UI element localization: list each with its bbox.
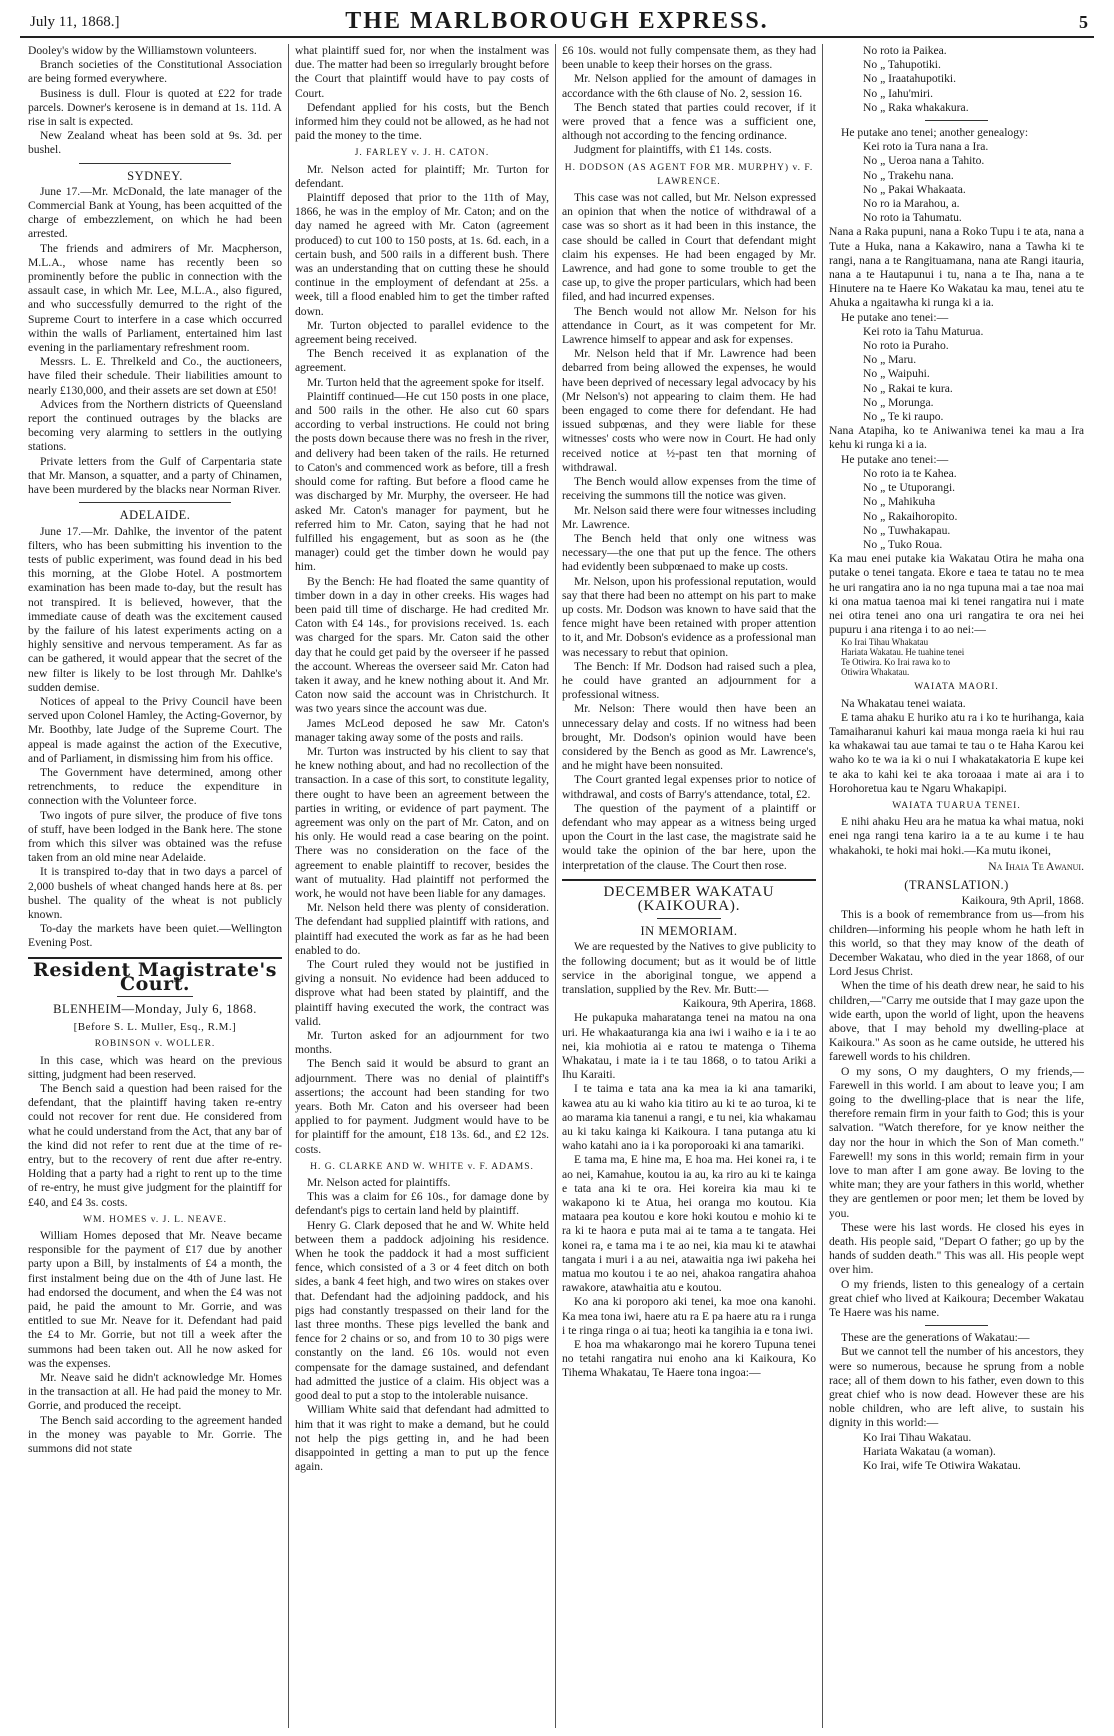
dateline: Kaikoura, 9th April, 1868.: [961, 894, 1084, 908]
masthead: [20, 8, 1094, 38]
divider: [925, 120, 989, 121]
genealogy-line: No „ Tahupotiki.: [863, 58, 941, 72]
paragraph: The Bench said it would be absurd to grant an adjournment. There was no denial of plaintiff's assertions; the account had been standing for two years. Both Mr. Caton and his overseer had been applied to for payment. Judgment would have to be for plaintiff for the amount, £18 13s. 6d., and £2 12s. costs.: [295, 1057, 549, 1156]
name-note: Otiwira Whakatau.: [841, 667, 910, 678]
paragraph: The Bench said a question had been raised for the defendant, that the plaintiff having taken re-entry could not recover for rent due. He considered from what he could understand from the Act, that any bar of the kind did not refer to rent due at the time of re-entry, but to the recovery of rent due after re-entry. Holding that a party had a right to rent up to the time of re-entry, he must give judgment for the plaintiff for £40, and £4 3s. costs.: [28, 1082, 282, 1209]
divider: [925, 1325, 989, 1326]
paragraph: June 17.—Mr. McDonald, the late manager of the Commercial Bank at Young, has been acquitted of the charge of embezzlement, on which he had been arrested.: [28, 184, 282, 241]
issue-date: July 11, 1868.]: [30, 14, 120, 30]
column-4: [823, 44, 1090, 1728]
paragraph: But we cannot tell the number of his ancestors, they were so numerous, because he sprung from a noble race; all of them down to his father, even down to this great chief who is now dead. However these are his noble children, who are left alive, to sustain his dignity in this world:—: [829, 1345, 1084, 1430]
divider: [117, 996, 193, 997]
section-heading-sydney: SYDNEY.: [127, 168, 183, 183]
newspaper-title: THE MARLBOROUGH EXPRESS.: [345, 8, 769, 34]
paragraph: He putake ano tenei:—: [841, 310, 949, 324]
memoriam-heading: DECEMBER WAKATAU (KAIKOURA).: [603, 883, 775, 914]
memoriam-subheading: IN MEMORIAM.: [640, 924, 738, 939]
genealogy-line: No „ Tuwhakapau.: [863, 523, 951, 537]
name-note: Hariata Wakatau. He tuahine tenei: [841, 647, 965, 658]
paragraph: Henry G. Clark deposed that he and W. White held between them a paddock adjoining his residence. When he took the paddock it had a most sufficient fence, which consisted of a 3 or 4 feet ditch on both sides, a bank 4 feet high, and two wires on stakes over that. Defendant had the adjoining paddock, and his pigs had constantly trespassed on their land for the last three months. These pigs levelled the bank and fence for 2 chains or so, and from 10 to 30 pigs were constantly on the land. £6 10s. would not even compensate for the damage sustained, and defendant had admitted the justice of a claim. His object was a good deal to put a stop to the intolerable nuisance.: [295, 1218, 549, 1403]
paragraph: Mr. Nelson: There would then have been an unnecessary delay and costs. If no witness had been brought, Mr. Dodson's opinion would have been considered by the Bench as good as Mr. Lawrence's, and he might have been nonsuited.: [562, 702, 816, 773]
paragraph: Nana Atapiha, ko te Aniwaniwa tenei ka mau a Ira kehu ki runga ki a ia.: [829, 424, 1084, 452]
paragraph: Mr. Nelson, upon his professional reputation, would say that there had been no attempt on his part to make up costs. Mr. Dodson was known to have said that the fence might have been retained with proper attention to it, and Mr. Dobson's evidence as a professional man was necessary to rebut that opinion.: [562, 574, 816, 659]
genealogy-line: No „ Morunga.: [863, 395, 934, 409]
genealogy-line: No „ Waipuhi.: [863, 367, 930, 381]
name-note: Te Otiwira. Ko Irai rawa ko to: [841, 657, 951, 668]
paragraph: I te taima e tata ana ka mea ia ki ana tamariki, kawea atu au ki waho kia titiro au ki te ao turoa, ki te ao marama kia tanenui a rangi, e tu nei, kia whakamau au ki taku kainga ki Kaikoura. I tana putanga atu ki waho katahi ano ia i ka poroporoaki ki ana tamariki.: [562, 1082, 816, 1153]
paragraph: This was a claim for £6 10s., for damage done by defendant's pigs to certain land held by plaintiff.: [295, 1190, 549, 1218]
genealogy-line: No „ Te ki raupo.: [863, 410, 944, 424]
divider: [657, 918, 721, 919]
paragraph: Nana a Raka pupuni, nana a Roko Tupu i te ata, nana a Tute a Huka, nana a Kakawiro, nana a Tawha ki te rangi, nana a te Rangituamana, nana ate Rangi itauria, nana a te Hautapunui i tu, nana a te Iha, nana a te Hinutere na te Haere Ko Wakatau ka mau, tenei atu te Ahuka a ngaitawha ki runga ki a ia.: [829, 225, 1084, 310]
paragraph: The friends and admirers of Mr. Macpherson, M.L.A., whose name has recently been so prominently before the public in connection with the assault case, in which Mr. Lee, M.L.A., also figured, and who successfully demurred to the right of the Supreme Court to interfere in a case which occurred within the walls of Parliament, entertained him last evening in the parliamentary refreshment room.: [28, 241, 282, 355]
paragraph: Ko ana ki poroporo aki tenei, ka moe ona kanohi. Ka mea tona iwi, haere atu ra E pa haere atu ra i runga i te ringa ringa o ai tua; heoti ka tangihia ia e tona iwi.: [562, 1295, 816, 1337]
paragraph: O my friends, listen to this genealogy of a certain great chief who lived at Kaikoura; December Wakatau Te Haere was his name.: [829, 1277, 1084, 1320]
page-number: 5: [1079, 12, 1088, 32]
column-1: [22, 44, 289, 1728]
dateline: Kaikoura, 9th Aperira, 1868.: [682, 997, 816, 1011]
paragraph: The Government have determined, among other retrenchments, to reduce the expenditure in connection with the Volunteer force.: [28, 765, 282, 808]
case-title: H. G. CLARKE AND W. WHITE v. F. ADAMS.: [310, 1161, 534, 1172]
paragraph: Plaintiff continued—He cut 150 posts in one place, and 500 rails in the other. He also cut 60 spars according to verbal instructions. He could not bring the posts down because there was no fresh in the river, and delivery had been taken of the rails. He returned to Caton's and commenced work as before, till a fresh should come for rafting. But before a flood came he was discharged by Mr. Murphy, the overseer. He had asked Mr. Caton's manager for payment, but he referred him to Mr. Caton, saying that he had not fulfilled his engagement, but as soon as he (the manager) could get the timber down he would pay him.: [295, 389, 549, 574]
case-title: WM. HOMES v. J. L. NEAVE.: [82, 1214, 227, 1225]
paragraph: Advices from the Northern districts of Queensland report the continued outrages by the blacks are becoming very alarming to settlers in the outlying stations.: [28, 397, 282, 454]
paragraph: Mr. Turton asked for an adjournment for two months.: [295, 1029, 549, 1057]
paragraph: Plaintiff deposed that prior to the 11th of May, 1866, he was in the employ of Mr. Caton; and on the day named he agreed with Mr. Caton (agreement produced) to cut 100 to 150 posts, at 1s. 6d. each, in a certain bush, and 500 rails in a different bush. There was an understanding that on cutting these he should continue in the employment of defendant at 25s. a week, till a flood enabled him to get the timber rafted down.: [295, 191, 549, 318]
paragraph: He putake ano tenei:—: [841, 452, 949, 466]
paragraph: Mr. Nelson acted for plaintiffs.: [307, 1176, 451, 1190]
divider: [562, 879, 816, 881]
name-line: Ko Irai, wife Te Otiwira Wakatau.: [863, 1459, 1021, 1473]
paragraph: It is transpired to-day that in two days a parcel of 2,000 bushels of wheat changed hands here at 8s. per bushel. The quality of the wheat is not publicly known.: [28, 865, 282, 921]
columns: [22, 44, 1092, 1728]
paragraph: E tama ma, E hine ma, E hoa ma. Hei konei ra, i te ao nei, Kamahue, koutou ia au, ka riro au ki te kainga e tata ana ki te ora. Hei koreira kia mau ki te wakapono ki te Atua, hei oranga mo koutou. Kia mataara pea koutou e kore hoki koutou e mohio ki te ra ki te haora e puta mai ai te tama a te tangata. Hei konei ra, e tama ma i te ao nei, kia mau ki te atawhai tangata i muri i a au nei, atawaitia nga iwi pakeha hei matua mo koutou i te ao nei, ahakoa rangatira ahahoa rawakore, atawhaitia atu e koutou.: [562, 1153, 816, 1295]
section-heading-adelaide: ADELAIDE.: [119, 508, 191, 523]
paragraph: William Homes deposed that Mr. Neave became responsible for the payment of £17 due by another party upon a Bill, by instalments of £4 a month, the first instalment being due on the 4th of June last. He had endorsed the document, and when the £4 was not paid, he paid the amount to Mr. Gorrie, and was entitled to sue Mr. Neave for it. Defendant had paid the £4 to Mr. Gorrie, but not till a week after the summons had been taken out. All he now asked for was the expenses.: [28, 1229, 282, 1370]
name-line: Hariata Wakatau (a woman).: [863, 1444, 996, 1458]
paragraph: The Bench received it as explanation of the agreement.: [295, 347, 549, 375]
paragraph: O my sons, O my daughters, O my friends,—Farewell in this world. I am about to leave you; I am going to the dwelling-place that is near the life, therefore remain firm in your faith to God; this is your salvation. "Watch therefore, for ye know neither the day nor the hour in which the Son of Man cometh." Farewell! my sons in this world; remain firm in your love to man after I am gone away. Be loving to the white man; they are your fathers in this world, whether they are gentlemen or poor men; let them be loved by you.: [829, 1064, 1084, 1220]
genealogy-line: No „ Rakai te kura.: [863, 381, 953, 395]
genealogy-line: No „ Ueroa nana a Tahito.: [863, 154, 985, 168]
paragraph: Branch societies of the Constitutional Association are being formed everywhere.: [28, 58, 282, 86]
court-heading: Resident Magistrate's Court.: [33, 958, 277, 995]
column-2: [289, 44, 556, 1728]
paragraph: The Court ruled they would not be justified in giving a nonsuit. No evidence had been adduced to disprove what had been stated by plaintiff, and the plaintiff having executed the work, the contract was valid.: [295, 958, 549, 1028]
paragraph: Notices of appeal to the Privy Council have been served upon Colonel Hamley, the Acting-Governor, by Mr. Boothby, late Judge of the Supreme Court. The appeal is made against the action of the Executive, and of Parliament, in dismissing him from his office.: [28, 694, 282, 765]
paragraph: Mr. Nelson held there was plenty of consideration. The defendant had supplied plaintiff with rations, and plaintiff had executed the work as far as he had been enabled to do.: [295, 901, 549, 957]
genealogy-line: No „ Raka whakakura.: [863, 100, 969, 114]
paragraph: New Zealand wheat has been sold at 9s. 3d. per bushel.: [28, 129, 282, 157]
paragraph: Mr. Turton held that the agreement spoke for itself.: [307, 375, 544, 389]
paragraph: E tama ahaku E huriko atu ra i ko te hurihanga, kaia Tamaiharanui kahuri kai maua monga raeia ki hui rau ka whakawai tau aue tamai te tau o te Haha Karou kei waho ko te wa ia ki o nui I whakatakatoria E kupe kei te aka to kahi kei te aka toroaaa i mate ai ara i to Horohoretua kau te Ngaru Whakapipi.: [829, 710, 1084, 795]
genealogy-line: No roto ia Paikea.: [863, 44, 947, 57]
waiata-heading: WAIATA MAORI.: [914, 682, 999, 693]
genealogy-line: No „ Pakai Whakaata.: [863, 182, 966, 196]
genealogy-line: No roto ia Tahumatu.: [863, 211, 962, 225]
paragraph: These were his last words. He closed his eyes in death. His people said, "Depart O father; go up by the hands of sudden death." This was all. His people wept over him.: [829, 1220, 1084, 1277]
paragraph: Mr. Turton objected to parallel evidence to the agreement being received.: [295, 318, 549, 347]
name-note: Ko Irai Tihau Whakatau: [841, 637, 929, 648]
paragraph: Judgment for plaintiffs, with £1 14s. costs.: [574, 143, 772, 157]
paragraph: E nihi ahaku Heu ara he matua ka whai matua, noki enei nga rangi tena kariro ia a te au kume i te hau whakahoki, te hoki mai hoki.—Ka mutu ikonei,: [829, 815, 1084, 857]
paragraph: This case was not called, but Mr. Nelson expressed an opinion that when the notice of withdrawal of a case was so short as it had been in this instance, the case should be called in Court that defendant might claim his expenses. He had been engaged by Mr. Lawrence, and had gone to some trouble to get the case up, to give the proper particulars, which had been filed, and had incurred expenses.: [562, 191, 816, 304]
paragraph: Mr. Nelson said there were four witnesses including Mr. Lawrence.: [562, 503, 816, 531]
paragraph: E hoa ma whakarongo mai he korero Tupuna tenei no tetahi rangatira nui enoho ana ki Kaikoura, Ko Tihema Whakatau, Te Haere tona ingoa:—: [562, 1338, 816, 1380]
paragraph: Na Whakatau tenei waiata.: [841, 696, 966, 710]
paragraph: The Bench: If Mr. Dodson had raised such a plea, he could have granted an adjournment for a professional witness.: [562, 659, 816, 702]
paragraph: £6 10s. would not fully compensate them, as they had been unable to keep their horses on the grass.: [562, 44, 816, 72]
genealogy-line: No „ Rakaihoropito.: [863, 509, 958, 523]
paragraph: The Bench stated that parties could recover, if it were proved that a fence was a sufficient one, although not according to the fencing ordinance.: [562, 100, 816, 143]
paragraph: The Bench would not allow Mr. Nelson for his attendance in Court, as it was competent for Mr. Lawrence himself to appear and ask for expenses.: [562, 304, 816, 347]
genealogy-line: No „ Iraatahupotiki.: [863, 72, 957, 86]
genealogy-line: No „ Maru.: [863, 353, 917, 367]
genealogy-line: Kei roto ia Tahu Maturua.: [863, 324, 984, 338]
paragraph: William White said that defendant had admitted to him that it was right to make a demand, but he could not help the pigs getting in, and he had been disappointed in getting a man to put up the fence again.: [295, 1403, 549, 1474]
genealogy-line: Kei roto ia Tura nana a Ira.: [863, 140, 989, 154]
paragraph: The question of the payment of a plaintiff or defendant who may appear as a witness being urged upon the Court in the last case, the magistrate said he would take the opinion of the bar here, upon the interpretation of the clause. The Court then rose.: [562, 801, 816, 872]
divider: [79, 502, 231, 503]
paragraph: The Bench would allow expenses from the time of receiving the summons till the notice was given.: [562, 475, 816, 503]
paragraph: He pukapuka maharatanga tenei na matou na ona uri. He whakaaturanga kia ana iwi i waiho e ia i te ao nei, kia mohiotia ai e ratou te matenga o Tihema Whakatau, i mate ia i te tau 1868, o to tatou Ariki a Ihu Karaiti.: [562, 1011, 816, 1082]
paragraph: Two ingots of pure silver, the produce of five tons of stuff, have been lodged in the Bank here. The stone from which this silver was obtained was the refuse taken from an old mine near Adelaide.: [28, 808, 282, 865]
paragraph: We are requested by the Natives to give publicity to the following document; but as it would be of little service in the aboriginal tongue, we append a translation, supplied by the Rev. Mr. Butt:—: [562, 940, 816, 996]
paragraph: The Bench held that only one witness was necessary—the one that put up the fence. The others had evidently been subpœnaed to make up costs.: [562, 531, 816, 574]
column-3: [556, 44, 823, 1728]
waiata-heading: WAIATA TUARUA TENEI.: [892, 800, 1021, 811]
paragraph: what plaintiff sued for, nor when the instalment was due. The matter had been so irregularly brought before the Court that plaintiff would have to pay costs of Court.: [295, 44, 549, 100]
paragraph: By the Bench: He had floated the same quantity of timber down in a day in other creeks. His wages had been paid till time of discharge. He had credited Mr. Caton with £4 14s., for provisions received. 1s. each was charged for the spars. Mr. Caton said the other day that he could get paid by the overseer if he passed the account. Whereas the overseer said Mr. Caton had taken it away, and he knew nothing about it. And Mr. Caton now said the account was in Christchurch. It was two years since the account was due.: [295, 574, 549, 716]
divider: [79, 163, 231, 164]
signature: Na Ihaia Te Awanui.: [988, 859, 1084, 873]
name-line: Ko Irai Tihau Wakatau.: [863, 1430, 972, 1444]
paragraph: These are the generations of Wakatau:—: [841, 1331, 1030, 1345]
genealogy-line: No „ Trakehu nana.: [863, 168, 954, 182]
paragraph: Dooley's widow by the Williamstown volunteers.: [28, 44, 257, 57]
paragraph: To-day the markets have been quiet.—Wellington Evening Post.: [28, 922, 282, 950]
paragraph: Ka mau enei putake kia Wakatau Otira he maha ona putake o tenei tangata. Ekore e taea te tatau no te mea he uri rangatira ano ia no nga tupuna mai a tae noa mai ki ona matua taenoa mai ki tenei rangatira nui i mate nei otira tenei ano ona uri rangatira te ora nei hei pupuru i ana ritenga i to ao nei:—: [829, 552, 1084, 637]
paragraph: June 17.—Mr. Dahlke, the inventor of the patent filters, who has been submitting his invention to the tests of public experiment, was found dead in his bed this morning, at the Globe Hotel. A postmortem examination has been made to-day, but the result has not transpired. It is believed, however, that the immediate cause of death was the excitement caused by the failure of his latest experiments acting on a highly sensitive and nervous temperament. As far as can be gathered, it would appear that the secret of the new filter is likely to be lost through Mr. Dahlke's sudden demise.: [28, 524, 282, 694]
case-title: H. DODSON (AS AGENT FOR MR. MURPHY) v. F. LAWRENCE.: [564, 162, 814, 187]
genealogy-line: No „ Iahu'miri.: [863, 86, 934, 100]
paragraph: Business is dull. Flour is quoted at £22 for trade parcels. Downer's kerosene is in demand at 1s. 11d. A rise in salt is expected.: [28, 86, 282, 129]
paragraph: Mr. Neave said he didn't acknowledge Mr. Homes in the transaction at all. He had paid the money to Mr. Gorrie, and produced the receipt.: [28, 1371, 282, 1413]
paragraph: In this case, which was heard on the previous sitting, judgment had been reserved.: [28, 1053, 282, 1081]
genealogy-line: No „ Tuko Roua.: [863, 537, 943, 551]
genealogy-line: No ro ia Marahou, a.: [863, 197, 960, 211]
paragraph: Mr. Nelson acted for plaintiff; Mr. Turton for defendant.: [295, 162, 549, 190]
genealogy-line: No roto ia Puraho.: [863, 339, 949, 353]
paragraph: James McLeod deposed he saw Mr. Caton's manager taking away some of the posts and rails.: [295, 716, 549, 744]
paragraph: Mr. Nelson held that if Mr. Lawrence had been debarred from being allowed the expenses, he would have been deprived of necessary legal advocacy by his (Mr Nelson's) not appearing to claim them. He had been engaged to come there for defendant. He had issued subpœnas, and they were liable for these witnesses' costs who were now in Court. He had only received notice at ½-past ten that morning of withdrawal.: [562, 347, 816, 474]
paragraph: This is a book of remembrance from us—from his children—informing his people whom he hath left in this world, so that they may know of the death of December Wakatau, who died in the year 1868, of our Lord Jesus Christ.: [829, 908, 1084, 979]
court-before: [Before S. L. Muller, Esq., R.M.]: [73, 1021, 237, 1034]
paragraph: Messrs. L. E. Threlkeld and Co., the auctioneers, have filed their schedule. Their liabilities amount to nearly £130,000, and their assets are set down at £50!: [28, 355, 282, 397]
court-date: BLENHEIM—Monday, July 6, 1868.: [53, 1002, 257, 1016]
paragraph: Mr. Nelson applied for the amount of damages in accordance with the 6th clause of No. 2, session 16.: [562, 72, 816, 100]
case-title: J. FARLEY v. J. H. CATON.: [354, 148, 490, 159]
translation-heading: (TRANSLATION.): [904, 877, 1009, 892]
case-title: ROBINSON v. WOLLER.: [94, 1039, 216, 1050]
paragraph: Private letters from the Gulf of Carpentaria state that Mr. Manson, a squatter, and a party of Chinamen, have been murdered by the blacks near Norman River.: [28, 454, 282, 497]
paragraph: Mr. Turton was instructed by his client to say that he knew nothing about, and had no recollection of the transaction. In a case of this sort, to constitute legality, there ought to have been an agreement between the parties in writing, or evidence of part payment. The agreement was only on the part of Mr. Caton, and on his only. He would read a case bearing on the point. There was no consideration on the face of the agreement to enable plaintiff to recover, besides the want of mutuality. Had plaintiff not performed the work, he would not have been liable for any damages.: [295, 744, 549, 900]
paragraph: He putake ano tenei; another genealogy:: [841, 126, 1029, 140]
paragraph: The Bench said according to the agreement handed in the money was payable to Mr. Gorrie. The summons did not state: [28, 1413, 282, 1456]
paragraph: The Court granted legal expenses prior to notice of withdrawal, and costs of Barry's attendance, total, £2.: [562, 773, 816, 801]
paragraph: Defendant applied for his costs, but the Bench informed him they could not be allowed, as he had not paid the money to the time.: [295, 100, 549, 143]
genealogy-line: No roto ia te Kahea.: [863, 466, 957, 480]
paragraph: When the time of his death drew near, he said to his children,—"Carry me outside that I may gaze upon the wide earth, upon the world of light, upon the heavens above, that I may behold my dwelling-place at Kaikoura." As soon as he came outside, he uttered his farewell words to his children.: [829, 979, 1084, 1064]
genealogy-line: No „ Mahikuha: [863, 495, 936, 509]
genealogy-line: No „ te Utuporangi.: [863, 481, 956, 495]
